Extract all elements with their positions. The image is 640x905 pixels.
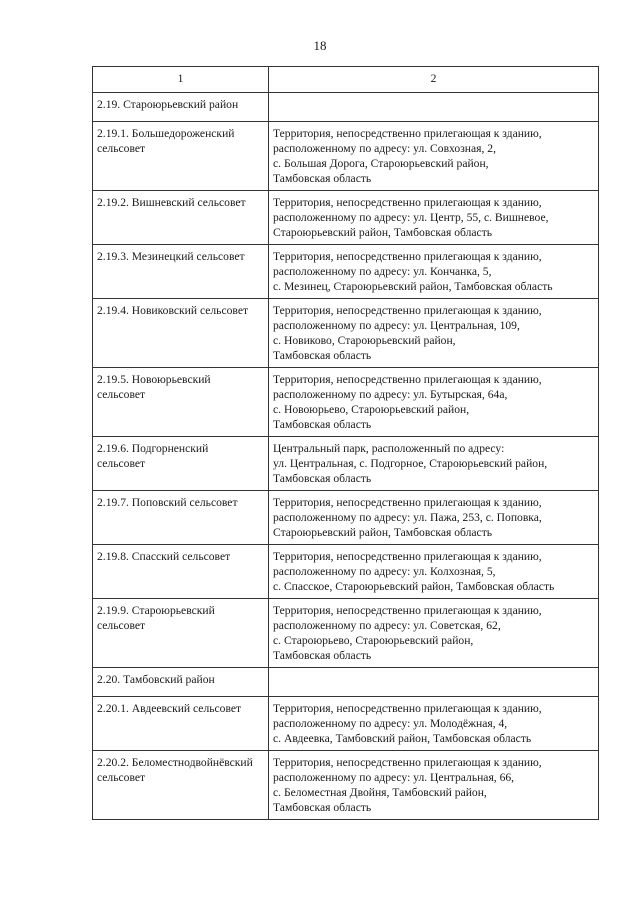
- council-name-line: 2.19.5. Новоюрьевский: [97, 373, 211, 386]
- address-cell: [269, 437, 599, 491]
- address-cell: [269, 122, 599, 191]
- address-line: Тамбовская область: [273, 418, 372, 431]
- address-line: Староюрьевский район, Тамбовская область: [273, 526, 493, 539]
- council-name-cell: [93, 245, 269, 299]
- address-line: расположенному по адресу: ул. Бутырская, 64а,: [273, 388, 508, 401]
- address-line: Территория, непосредственно прилегающая к зданию,: [273, 496, 542, 509]
- council-name-line: 2.19.6. Подгорненский: [97, 442, 209, 455]
- address-line: Территория, непосредственно прилегающая к зданию,: [273, 604, 542, 617]
- address-line: расположенному по адресу: ул. Колхозная, 5,: [273, 565, 496, 578]
- address-line: Территория, непосредственно прилегающая к зданию,: [273, 250, 542, 263]
- column-header-2: 2: [269, 67, 599, 93]
- table-row: [93, 299, 599, 368]
- address-line: с. Большая Дорога, Староюрьевский район,: [273, 157, 489, 170]
- district-empty-cell: [269, 668, 599, 697]
- address-line: Территория, непосредственно прилегающая к зданию,: [273, 702, 542, 715]
- address-line: расположенному по адресу: ул. Центральная, 109,: [273, 319, 520, 332]
- district-empty-cell: [269, 93, 599, 122]
- table-row: [93, 191, 599, 245]
- address-cell: [269, 599, 599, 668]
- table-body: [93, 93, 599, 820]
- address-line: расположенному по адресу: ул. Совхозная, 2,: [273, 142, 496, 155]
- council-name-line: 2.19.8. Спасский сельсовет: [97, 550, 231, 563]
- address-line: с. Новоюрьево, Староюрьевский район,: [273, 403, 470, 416]
- council-name-cell: [93, 122, 269, 191]
- address-cell: [269, 751, 599, 820]
- table-row: [93, 545, 599, 599]
- page-number: 18: [313, 38, 327, 53]
- address-line: Центральный парк, расположенный по адресу:: [273, 442, 505, 455]
- address-cell: [269, 245, 599, 299]
- council-name-line: 2.20.1. Авдеевский сельсовет: [97, 702, 242, 715]
- table-row: [93, 599, 599, 668]
- address-cell: [269, 545, 599, 599]
- address-cell: [269, 697, 599, 751]
- address-line: Тамбовская область: [273, 649, 372, 662]
- address-line: с. Беломестная Двойня, Тамбовский район,: [273, 786, 487, 799]
- address-line: ул. Центральная, с. Подгорное, Староюрьевский район,: [273, 457, 548, 470]
- address-line: Тамбовская область: [273, 472, 372, 485]
- table-row: [93, 697, 599, 751]
- address-line: Территория, непосредственно прилегающая к зданию,: [273, 304, 542, 317]
- address-line: расположенному по адресу: ул. Советская, 62,: [273, 619, 501, 632]
- address-line: Территория, непосредственно прилегающая к зданию,: [273, 196, 542, 209]
- table-row: [93, 437, 599, 491]
- address-cell: [269, 491, 599, 545]
- district-row: [93, 93, 599, 122]
- council-name-line: 2.19.9. Староюрьевский: [97, 604, 215, 617]
- address-cell: [269, 368, 599, 437]
- table-row: [93, 751, 599, 820]
- council-name-line: 2.19.1. Большедороженский: [97, 127, 235, 140]
- district-name: 2.19. Староюрьевский район: [93, 93, 269, 122]
- council-name-line: 2.19.4. Новиковский сельсовет: [97, 304, 249, 317]
- council-name-line: 2.19.2. Вишневский сельсовет: [97, 196, 246, 209]
- address-cell: [269, 299, 599, 368]
- district-row: [93, 668, 599, 697]
- address-line: расположенному по адресу: ул. Кончанка, 5,: [273, 265, 492, 278]
- address-line: с. Спасское, Староюрьевский район, Тамбовская область: [273, 580, 555, 593]
- address-line: с. Мезинец, Староюрьевский район, Тамбовская область: [273, 280, 553, 293]
- address-line: Территория, непосредственно прилегающая к зданию,: [273, 756, 542, 769]
- address-line: Тамбовская область: [273, 349, 372, 362]
- address-line: расположенному по адресу: ул. Пажа, 253, с. Поповка,: [273, 511, 542, 524]
- address-line: расположенному по адресу: ул. Центр, 55, с. Вишневое,: [273, 211, 549, 224]
- council-name-line: сельсовет: [97, 457, 146, 470]
- address-line: Территория, непосредственно прилегающая к зданию,: [273, 550, 542, 563]
- council-name-line: сельсовет: [97, 388, 146, 401]
- council-name-cell: [93, 491, 269, 545]
- council-name-cell: [93, 437, 269, 491]
- table-header-row: [93, 67, 599, 93]
- locations-table: [92, 66, 599, 820]
- council-name-cell: [93, 191, 269, 245]
- council-name-line: 2.19.3. Мезинецкий сельсовет: [97, 250, 245, 263]
- table-row: [93, 491, 599, 545]
- council-name-cell: [93, 299, 269, 368]
- council-name-cell: [93, 368, 269, 437]
- council-name-line: 2.20.2. Беломестнодвойнёвский: [97, 756, 253, 769]
- address-line: Территория, непосредственно прилегающая к зданию,: [273, 373, 542, 386]
- council-name-line: сельсовет: [97, 619, 146, 632]
- council-name-cell: [93, 697, 269, 751]
- council-name-cell: [93, 751, 269, 820]
- address-line: с. Староюрьево, Староюрьевский район,: [273, 634, 474, 647]
- table-row: [93, 368, 599, 437]
- address-line: Староюрьевский район, Тамбовская область: [273, 226, 493, 239]
- council-name-line: сельсовет: [97, 142, 146, 155]
- column-header-1: 1: [93, 67, 269, 93]
- district-name: 2.20. Тамбовский район: [93, 668, 269, 697]
- address-line: Тамбовская область: [273, 172, 372, 185]
- council-name-line: сельсовет: [97, 771, 146, 784]
- council-name-line: 2.19.7. Поповский сельсовет: [97, 496, 238, 509]
- address-cell: [269, 191, 599, 245]
- council-name-cell: [93, 599, 269, 668]
- council-name-cell: [93, 545, 269, 599]
- address-line: расположенному по адресу: ул. Центральная, 66,: [273, 771, 515, 784]
- table-row: [93, 245, 599, 299]
- address-line: Территория, непосредственно прилегающая к зданию,: [273, 127, 542, 140]
- address-line: расположенному по адресу: ул. Молодёжная, 4,: [273, 717, 508, 730]
- address-line: с. Новиково, Староюрьевский район,: [273, 334, 456, 347]
- address-line: Тамбовская область: [273, 801, 372, 814]
- table-row: [93, 122, 599, 191]
- address-line: с. Авдеевка, Тамбовский район, Тамбовская область: [273, 732, 532, 745]
